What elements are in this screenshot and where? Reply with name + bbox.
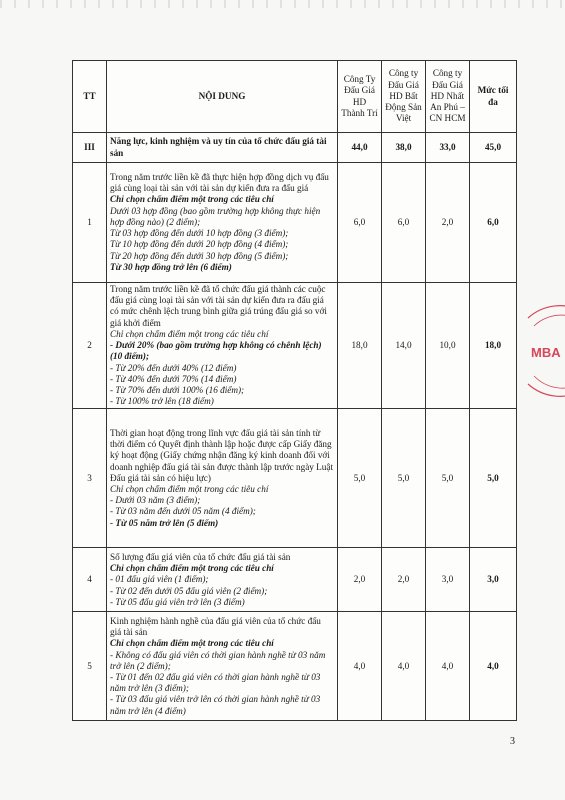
criterion-line: Kinh nghiệm hành nghề của đấu giá viên của tổ chức đấu giá tài sản (110, 615, 321, 638)
scan-top-edge (0, 0, 565, 8)
score-company-3: 5,0 (426, 409, 470, 548)
criterion-line: Chỉ chọn chấm điểm một trong các tiêu chí (110, 328, 269, 339)
score-company-1: 18,0 (338, 283, 382, 409)
score-company-1: 4,0 (338, 612, 382, 721)
criterion-line: Từ 30 hợp đồng trở lên (6 điểm) (110, 261, 232, 272)
scoring-table (72, 60, 517, 721)
row-tt: 5 (73, 612, 107, 721)
section-row (73, 133, 517, 163)
criterion-line: Từ 10 hợp đồng đến dưới 20 hợp đồng (4 điểm); (110, 239, 289, 250)
score-max: 5,0 (470, 409, 517, 548)
criterion-line: Trong năm trước liền kề đã thực hiện hợp đồng dịch vụ đấu giá cùng loại tài sản với tài sản dự kiến đưa ra đấu giá (110, 172, 329, 194)
criterion-line: Số lượng đấu giá viên của tổ chức đấu giá tài sản (110, 551, 291, 562)
score-company-3: 10,0 (426, 283, 470, 409)
criterion-line: Từ 03 hợp đồng đến dưới 10 hợp đồng (3 điểm); (110, 228, 289, 239)
criterion-line: Trong năm trước liền kề đã tổ chức đấu giá thành các cuộc đấu giá cùng loại tài sản với tài sản dự kiến đưa ra đấu giá có mức chênh lệch trung bình giữa giá trúng đấu giá so với giá khởi điểm (110, 284, 327, 328)
section-score-1: 44,0 (338, 133, 382, 163)
section-title: Năng lực, kinh nghiệm và uy tín của tổ chức đấu giá tài sản (107, 133, 338, 163)
score-max: 18,0 (470, 283, 517, 409)
criterion-line: Dưới 03 hợp đồng (bao gồm trường hợp không thực hiện hợp đồng nào) (2 điểm); (110, 205, 321, 227)
score-company-1: 2,0 (338, 548, 382, 612)
score-company-3: 4,0 (426, 612, 470, 721)
criterion-line: - Từ 01 đến 02 đấu giá viên có thời gian hành nghề từ 03 năm trở lên (3 điểm); (110, 672, 321, 694)
header-max: Mức tối đa (470, 61, 517, 133)
criterion-line: Thời gian hoạt động trong lĩnh vực đấu giá tài sản tính từ thời điểm có Quyết định thành lập hoặc được cấp Giấy đăng ký hoạt động (Giấy chứng nhận đăng ký kinh doanh đối với doanh nghiệp đấu giá tài sản được thành lập trước ngày Luật Đấu giá tài sản có hiệu lực) (110, 427, 334, 483)
table-row (73, 163, 517, 283)
header-tt: TT (73, 61, 107, 133)
table-row (73, 612, 517, 721)
table-header-row (73, 61, 517, 133)
score-company-2: 4,0 (382, 612, 426, 721)
header-company-2: Công ty Đấu Giá HD Bất Động Sản Việt (382, 61, 426, 133)
score-max: 3,0 (470, 548, 517, 612)
criterion-line: - Từ 05 đấu giá viên trở lên (3 điểm) (110, 596, 245, 607)
section-score-2: 38,0 (382, 133, 426, 163)
criterion-line: - Từ 03 đấu giá viên trở lên có thời gian hành nghề từ 03 năm trở lên (4 điểm) (110, 694, 321, 716)
score-company-2: 5,0 (382, 409, 426, 548)
table-row (73, 409, 517, 548)
score-company-2: 2,0 (382, 548, 426, 612)
row-tt: 4 (73, 548, 107, 612)
score-company-2: 6,0 (382, 163, 426, 283)
score-company-1: 5,0 (338, 409, 382, 548)
score-company-3: 3,0 (426, 548, 470, 612)
criterion-line: - Từ 02 đến dưới 05 đấu giá viên (2 điểm); (110, 585, 268, 596)
stamp-logo-text: MBA (531, 345, 561, 360)
criterion-line: - 01 đấu giá viên (1 điểm); (110, 574, 209, 585)
header-company-1: Công Ty Đấu Giá HD Thành Trí (338, 61, 382, 133)
table-row (73, 283, 517, 409)
header-noi-dung: NỘI DUNG (107, 61, 338, 133)
page-number: 3 (510, 736, 515, 747)
score-max: 4,0 (470, 612, 517, 721)
header-company-3: Công ty Đấu Giá HD Nhất An Phú – CN HCM (426, 61, 470, 133)
section-max: 45,0 (470, 133, 517, 163)
criterion-line: Chỉ chọn chấm điểm một trong các tiêu chí (110, 563, 274, 574)
score-max: 6,0 (470, 163, 517, 283)
section-tt: III (73, 133, 107, 163)
criterion-line: - Từ 20% đến dưới 40% (12 điểm) (110, 362, 237, 373)
criterion-line: - Từ 70% đến dưới 100% (16 điểm); (110, 384, 245, 395)
row-content (107, 283, 338, 409)
section-score-3: 33,0 (426, 133, 470, 163)
score-company-2: 14,0 (382, 283, 426, 409)
row-content (107, 409, 338, 548)
score-company-3: 2,0 (426, 163, 470, 283)
criterion-line: - Không có đấu giá viên có thời gian hành nghề từ 03 năm trở lên (2 điểm); (110, 649, 326, 671)
criterion-line: - Từ 03 năm đến dưới 05 năm (4 điểm); (110, 506, 256, 517)
row-tt: 1 (73, 163, 107, 283)
criterion-line: Chỉ chọn chấm điểm một trong các tiêu chí (110, 194, 274, 205)
criterion-line: Chỉ chọn chấm điểm một trong các tiêu chí (110, 484, 269, 495)
row-tt: 2 (73, 283, 107, 409)
criterion-line: Chỉ chọn chấm điểm một trong các tiêu chí (110, 638, 274, 649)
row-content (107, 163, 338, 283)
criterion-line: - Dưới 03 năm (3 điểm); (110, 495, 201, 506)
score-company-1: 6,0 (338, 163, 382, 283)
criterion-line: Từ 20 hợp đồng đến dưới 30 hợp đồng (5 điểm); (110, 250, 289, 261)
row-content (107, 612, 338, 721)
criterion-line: - Từ 40% đến dưới 70% (14 điểm) (110, 373, 237, 384)
criterion-line: - Dưới 20% (bao gồm trường hợp không có chênh lệch) (10 điểm); (110, 340, 322, 362)
row-content (107, 548, 338, 612)
row-tt: 3 (73, 409, 107, 548)
criterion-line: - Từ 100% trở lên (18 điểm) (110, 396, 214, 407)
criterion-line: - Từ 05 năm trở lên (5 điểm) (110, 517, 219, 528)
table-row (73, 548, 517, 612)
